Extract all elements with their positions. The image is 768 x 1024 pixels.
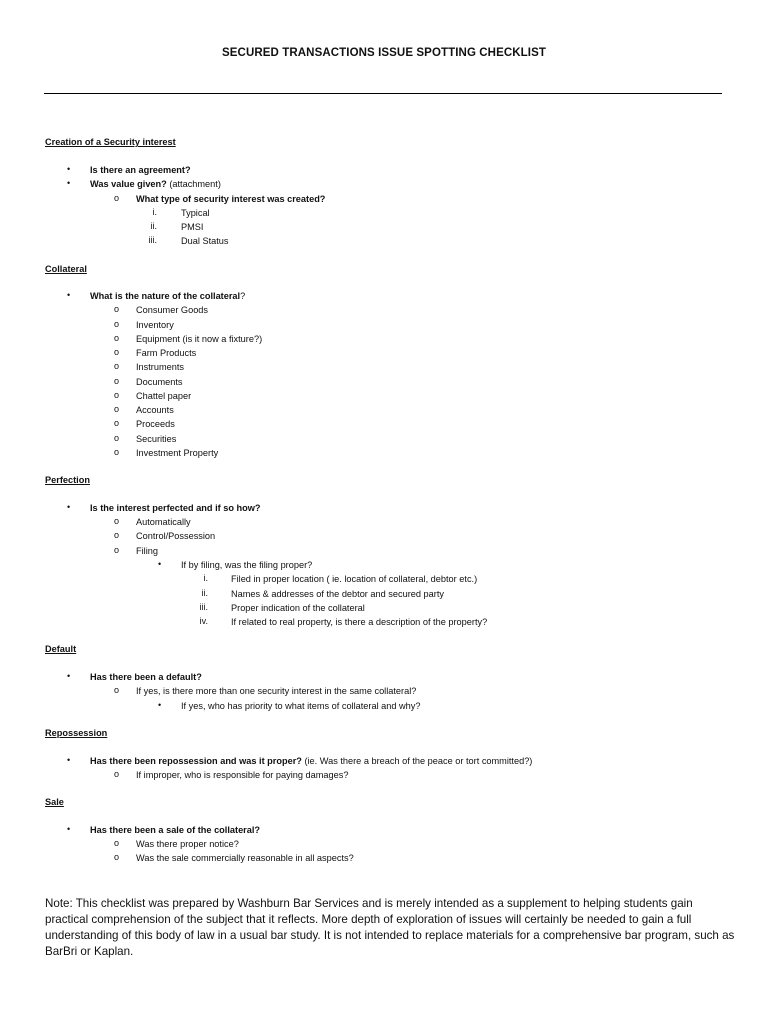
roman-numeral: ii.: [150, 221, 157, 231]
bullet-icon: •: [67, 502, 71, 512]
collateral-item: Securities: [136, 434, 177, 444]
creation-type: Typical: [181, 208, 210, 218]
default-q1: Has there been a default?: [90, 672, 202, 682]
title-divider: [44, 93, 722, 94]
bullet-icon: •: [67, 164, 71, 174]
circle-bullet-icon: o: [114, 447, 120, 457]
perfection-q1: Is the interest perfected and if so how?: [90, 503, 261, 513]
circle-bullet-icon: o: [114, 838, 120, 848]
circle-bullet-icon: o: [114, 852, 120, 862]
creation-q2: [90, 178, 221, 190]
default-sub2: If yes, who has priority to what items of collateral and why?: [181, 701, 421, 711]
circle-bullet-icon: o: [114, 347, 120, 357]
collateral-item: Inventory: [136, 320, 174, 330]
roman-numeral: i.: [203, 573, 208, 583]
filing-q: If by filing, was the filing proper?: [181, 560, 313, 570]
bullet-icon: •: [67, 671, 71, 681]
page-title: SECURED TRANSACTIONS ISSUE SPOTTING CHECKLIST: [222, 47, 546, 59]
creation-q2-rest: (attachment): [166, 179, 221, 189]
circle-bullet-icon: o: [114, 404, 120, 414]
collateral-item: Investment Property: [136, 448, 219, 458]
circle-bullet-icon: o: [114, 376, 120, 386]
circle-bullet-icon: o: [114, 685, 120, 695]
roman-numeral: iv.: [199, 616, 208, 626]
circle-bullet-icon: o: [114, 390, 120, 400]
filing-item: Proper indication of the collateral: [231, 603, 365, 613]
disclaimer-note: Note: This checklist was prepared by Washburn Bar Services and is merely intended as a supplement to helping students gain practical comprehension of the subject that it reflects. More depth of exploration of issues will certainly be needed to gain a full understanding of this body of law in a usual bar study. It is not intended to replace materials for a comprehensive bar program, such as BarBri or Kaplan.: [45, 897, 735, 958]
bullet-icon: •: [158, 559, 162, 569]
heading-sale: Sale: [45, 797, 64, 807]
circle-bullet-icon: o: [114, 361, 120, 371]
collateral-item: Farm Products: [136, 348, 197, 358]
collateral-item: Proceeds: [136, 419, 175, 429]
sale-sub2: Was the sale commercially reasonable in all aspects?: [136, 853, 354, 863]
circle-bullet-icon: o: [114, 319, 120, 329]
creation-q1: Is there an agreement?: [90, 165, 191, 175]
collateral-item: Documents: [136, 377, 183, 387]
bullet-icon: •: [67, 824, 71, 834]
heading-default: Default: [45, 644, 77, 654]
creation-type: Dual Status: [181, 236, 229, 246]
circle-bullet-icon: o: [114, 418, 120, 428]
circle-bullet-icon: o: [114, 333, 120, 343]
bullet-icon: •: [158, 700, 162, 710]
circle-bullet-icon: o: [114, 769, 120, 779]
circle-bullet-icon: o: [114, 530, 120, 540]
perfection-item: Filing: [136, 546, 158, 556]
bullet-icon: •: [67, 290, 71, 300]
repossession-q1-rest: (ie. Was there a breach of the peace or tort committed?): [301, 756, 533, 766]
roman-numeral: iii.: [148, 235, 157, 245]
repossession-sub1: If improper, who is responsible for paying damages?: [136, 770, 349, 780]
heading-perfection: Perfection: [45, 475, 90, 485]
heading-collateral: Collateral: [45, 264, 87, 274]
collateral-q1-bold: What is the nature of the collateral: [90, 291, 241, 301]
circle-bullet-icon: o: [114, 516, 120, 526]
perfection-item: Automatically: [136, 517, 191, 527]
circle-bullet-icon: o: [114, 433, 120, 443]
heading-repossession: Repossession: [45, 728, 108, 738]
repossession-q1: [90, 755, 532, 767]
roman-numeral: iii.: [199, 602, 208, 612]
repossession-q1-bold: Has there been repossession and was it proper?: [90, 756, 302, 766]
circle-bullet-icon: o: [114, 304, 120, 314]
filing-item: Names & addresses of the debtor and secured party: [231, 589, 444, 599]
bullet-icon: •: [67, 178, 71, 188]
collateral-q1: [90, 290, 245, 302]
collateral-item: Consumer Goods: [136, 305, 209, 315]
sale-sub1: Was there proper notice?: [136, 839, 239, 849]
roman-numeral: ii.: [201, 588, 208, 598]
perfection-item: Control/Possession: [136, 531, 216, 541]
circle-bullet-icon: o: [114, 545, 120, 555]
collateral-item: Equipment (is it now a fixture?): [136, 334, 263, 344]
roman-numeral: i.: [152, 207, 157, 217]
heading-creation: Creation of a Security interest: [45, 137, 176, 147]
bullet-icon: •: [67, 755, 71, 765]
creation-q2-bold: Was value given?: [90, 179, 167, 189]
collateral-item: Accounts: [136, 405, 174, 415]
default-sub1: If yes, is there more than one security interest in the same collateral?: [136, 686, 417, 696]
creation-q3: What type of security interest was created?: [136, 194, 326, 204]
sale-q1: Has there been a sale of the collateral?: [90, 825, 261, 835]
collateral-item: Instruments: [136, 362, 184, 372]
collateral-item: Chattel paper: [136, 391, 192, 401]
circle-bullet-icon: o: [114, 193, 120, 203]
creation-type: PMSI: [181, 222, 204, 232]
collateral-q1-rest: ?: [240, 291, 246, 301]
filing-item: Filed in proper location ( ie. location of collateral, debtor etc.): [231, 574, 478, 584]
filing-item: If related to real property, is there a description of the property?: [231, 617, 488, 627]
